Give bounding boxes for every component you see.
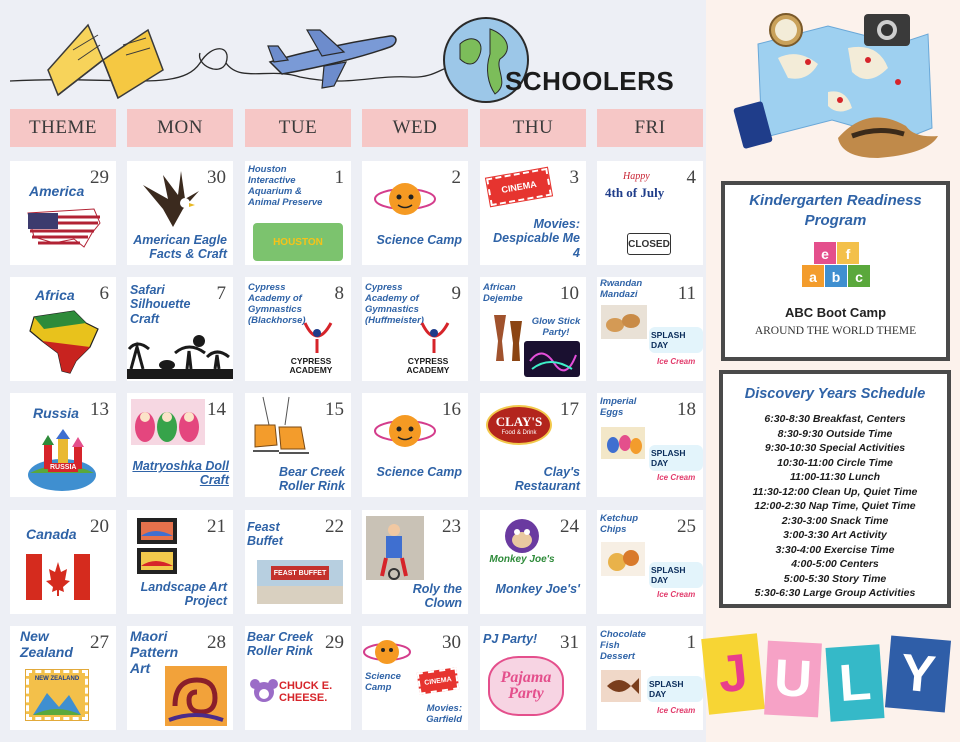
cypress-academy-logo: CYPRESS ACADEMY — [406, 356, 450, 375]
djembe-drum-icon — [490, 311, 526, 363]
block-letter: a — [809, 269, 817, 285]
clown-photo — [366, 516, 424, 580]
activity-label: Science Camp — [376, 233, 462, 247]
schedule-box — [719, 370, 951, 608]
activity-label: Science Camp — [376, 465, 462, 479]
day-header-tue: TUE — [245, 109, 351, 147]
calendar-cell-fri-week3 — [597, 393, 703, 497]
activity-label: Clay's Restaurant — [514, 465, 580, 494]
theme-label: Russia — [33, 405, 79, 421]
monkey-icon — [502, 516, 542, 556]
abc-blocks-icon — [798, 233, 874, 297]
cinema-ticket-icon: CINEMA — [417, 667, 460, 694]
date-number: 6 — [99, 283, 109, 304]
block-letter: b — [831, 269, 841, 285]
closed-sign: CLOSED — [627, 233, 671, 255]
ice-cream-badge: Ice Cream — [657, 357, 696, 366]
day-header-wed: WED — [362, 109, 468, 147]
schedule-item: 3:00-3:30 Art Activity — [783, 529, 887, 541]
calendar-cell-tue-week2 — [245, 277, 351, 381]
calendar-cell-theme-week2 — [10, 277, 116, 381]
power-of-science-logo — [372, 169, 438, 225]
schedule-list — [723, 412, 947, 601]
glow-stick-photo — [524, 341, 580, 377]
calendar-cell-thu-week5 — [480, 626, 586, 730]
calendar-cell-mon-week2 — [127, 277, 233, 381]
calendar-cell-fri-week4 — [597, 510, 703, 614]
power-of-science-logo — [362, 630, 412, 670]
day-header-theme: THEME — [10, 109, 116, 147]
ketchup-chips-icon — [601, 542, 645, 576]
block-letter: e — [821, 246, 829, 262]
calendar-cell-mon-week5 — [127, 626, 233, 730]
usa-map-icon — [24, 203, 104, 255]
roller-skate-icon — [249, 395, 315, 461]
houston-aquarium-logo: HOUSTON — [253, 223, 343, 261]
date-number: 30 — [442, 632, 461, 653]
activity-label: Safari Silhouette Craft — [130, 283, 191, 326]
gymnast-icon — [412, 319, 458, 355]
calendar-cell-wed-week3 — [362, 393, 468, 497]
date-number: 30 — [207, 167, 226, 188]
theme-label: Africa — [35, 287, 75, 303]
airplane-icon — [262, 22, 402, 92]
schedule-item: 6:30-8:30 Breakfast, Centers — [764, 413, 906, 425]
theme-label: America — [29, 183, 85, 199]
date-number: 24 — [560, 516, 579, 537]
schedule-item: 12:00-2:30 Nap Time, Quiet Time — [754, 500, 916, 512]
activity-label: Imperial Eggs — [600, 396, 637, 418]
schedule-item: 8:30-9:30 Outside Time — [777, 427, 893, 440]
calendar-cell-thu-week4 — [480, 510, 586, 614]
calendar-cell-fri-week2 — [597, 277, 703, 381]
russia-globe-icon — [24, 427, 100, 493]
activity-label: Science Camp — [365, 671, 401, 693]
date-number: 20 — [90, 516, 109, 537]
schedule-item: 5:00-5:30 Story Time — [783, 572, 887, 585]
activity-label: Bear Creek Roller Rink — [278, 465, 345, 494]
date-number: 29 — [325, 632, 344, 653]
clays-logo-text: CLAY'S — [495, 414, 543, 429]
activity-label: African Dejembe — [483, 282, 523, 304]
theme-label: New Zealand — [20, 628, 73, 661]
schedule-item: 2:30-3:00 Snack Time — [781, 514, 889, 527]
calendar-cell-theme-week4 — [10, 510, 116, 614]
cypress-academy-logo: CYPRESS ACADEMY — [289, 356, 333, 375]
calendar-cell-tue-week5 — [245, 626, 351, 730]
feast-buffet-photo — [257, 560, 343, 604]
date-number: 2 — [451, 167, 461, 188]
new-zealand-stamp-icon — [26, 670, 88, 720]
feast-buffet-sign: FEAST BUFFET — [271, 566, 329, 580]
calendar-cell-wed-week5 — [362, 626, 468, 730]
imperial-eggs-icon — [601, 427, 645, 459]
splash-day-badge: SPLASH DAY — [649, 445, 703, 471]
date-number: 28 — [207, 632, 226, 653]
calendar-cell-theme-week5 — [10, 626, 116, 730]
date-number: 18 — [677, 399, 696, 420]
chocolate-fish-icon — [601, 670, 641, 702]
schedule-item: 11:00-11:30 Lunch — [789, 471, 881, 483]
date-number: 22 — [325, 516, 344, 537]
happy-text: Happy — [623, 171, 650, 182]
day-header-fri: FRI — [597, 109, 703, 147]
activity-label: Chocolate Fish Dessert — [600, 629, 646, 662]
calendar-cell-wed-week4 — [362, 510, 468, 614]
month-letter-u: U — [764, 641, 822, 718]
page-title: SCHOOLERS — [505, 66, 675, 96]
canada-flag-icon — [26, 554, 90, 600]
boot-camp-title: ABC Boot Camp — [784, 305, 887, 320]
date-number: 27 — [90, 632, 109, 653]
russia-banner: RUSSIA — [50, 464, 77, 471]
gymnast-icon — [295, 319, 341, 355]
activity-label: Cypress Academy of Gymnastics (Huffmeister) — [365, 282, 424, 326]
month-letter-l: L — [825, 644, 884, 722]
travel-illustration — [728, 8, 954, 176]
date-number: 16 — [442, 399, 461, 420]
calendar-cell-theme-week1 — [10, 161, 116, 265]
calendar-cell-fri-week1 — [597, 161, 703, 265]
date-number: 21 — [207, 516, 226, 537]
calendar-cell-tue-week1 — [245, 161, 351, 265]
glow-stick-label: Glow Stick Party! — [531, 316, 581, 338]
splash-day-badge: SPLASH DAY — [647, 676, 703, 702]
schedule-item: 9:30-10:30 Special Activities — [764, 442, 906, 454]
monkey-joes-logo: Monkey Joe's — [489, 554, 555, 565]
boot-camp-theme: AROUND THE WORLD THEME — [754, 325, 917, 337]
date-number: 3 — [569, 167, 579, 188]
activity-label: Rwandan Mandazi — [600, 278, 643, 300]
date-number: 14 — [207, 399, 226, 420]
date-number: 31 — [560, 632, 579, 653]
activity-label: Roly the Clown — [412, 582, 462, 611]
calendar-cell-theme-week3 — [10, 393, 116, 497]
activity-label: American Eagle Facts & Craft — [133, 233, 227, 262]
landscape-art-icon — [137, 518, 177, 574]
date-number: 1 — [334, 167, 344, 188]
activity-label: Matryoshka Doll Craft — [132, 459, 229, 488]
date-number: 29 — [90, 167, 109, 188]
activity-label: Ketchup Chips — [600, 513, 638, 535]
ice-cream-badge: Ice Cream — [657, 706, 696, 715]
activity-label: Monkey Joe's' — [495, 582, 580, 596]
matryoshka-doll-icon — [131, 399, 205, 445]
ice-cream-badge: Ice Cream — [657, 590, 696, 599]
activity-label: Houston Interactive Aquarium & Animal Preserve — [248, 164, 323, 208]
safari-silhouette-icon — [127, 329, 233, 379]
cinema-ticket-icon: CINEMA — [486, 168, 552, 206]
chuck-e-cheese-mouse-icon — [249, 676, 279, 706]
date-number: 23 — [442, 516, 461, 537]
power-of-science-logo — [372, 401, 438, 457]
ice-cream-badge: Ice Cream — [657, 473, 696, 482]
movie-label: Movies: Garfield — [426, 703, 462, 725]
activity-label: PJ Party! — [483, 632, 538, 646]
date-number: 17 — [560, 399, 579, 420]
day-header-thu: THU — [480, 109, 586, 147]
theme-label: Canada — [26, 526, 77, 542]
schedule-item: 3:30-4:00 Exercise Time — [775, 543, 895, 556]
chuck-e-cheese-logo: CHUCK E. CHEESE. — [279, 680, 333, 705]
calendar-cell-mon-week3 — [127, 393, 233, 497]
date-number: 11 — [677, 283, 696, 304]
schedule-item: 4:00-5:00 Centers — [791, 558, 879, 570]
mandazi-food-icon — [601, 305, 647, 339]
open-book-icon — [28, 10, 178, 100]
activity-label: Landscape Art Project — [140, 580, 227, 609]
block-letter: c — [855, 269, 863, 285]
splash-day-badge: SPLASH DAY — [649, 327, 703, 353]
calendar-cell-mon-week4 — [127, 510, 233, 614]
pajama-party-icon: Pajama Party — [488, 656, 564, 716]
schedule-item: 5:30-6:30 Large Group Activities — [754, 587, 916, 599]
calendar-cell-thu-week1 — [480, 161, 586, 265]
date-number: 13 — [90, 399, 109, 420]
eagle-icon — [133, 165, 203, 231]
calendar-cell-thu-week2 — [480, 277, 586, 381]
clays-logo-sub: Food & Drink — [501, 430, 537, 436]
block-letter: f — [845, 246, 851, 262]
splash-day-badge: SPLASH DAY — [649, 562, 703, 588]
schedule-title: Discovery Years Schedule — [744, 386, 926, 402]
date-number: 15 — [325, 399, 344, 420]
month-letter-j: J — [701, 633, 765, 714]
calendar-cell-wed-week2 — [362, 277, 468, 381]
month-letter-y: Y — [885, 636, 951, 713]
date-number: 8 — [334, 283, 344, 304]
calendar-cell-thu-week3 — [480, 393, 586, 497]
calendar-cell-tue-week3 — [245, 393, 351, 497]
activity-label: Movies: Despicable Me 4 — [493, 217, 580, 260]
activity-label: Cypress Academy of Gymnastics (Blackhorse) — [248, 282, 306, 326]
date-number: 1 — [686, 632, 696, 653]
activity-label: Maori Pattern Art — [130, 628, 179, 677]
calendar-cell-wed-week1 — [362, 161, 468, 265]
date-number: 7 — [216, 283, 226, 304]
stamp-text: NEW ZEALAND — [34, 676, 80, 682]
activity-label: Feast Buffet — [247, 520, 283, 549]
schedule-item: 11:30-12:00 Clean Up, Quiet Time — [752, 485, 918, 498]
maori-pattern-icon — [165, 666, 227, 726]
fourth-of-july-icon: 4th of July — [605, 185, 665, 200]
activity-label: Bear Creek Roller Rink — [247, 630, 314, 659]
kindergarten-title: Kindergarten Readiness Program — [749, 192, 922, 230]
calendar-cell-tue-week4 — [245, 510, 351, 614]
kindergarten-program-box — [721, 181, 950, 361]
calendar-cell-fri-week5 — [597, 626, 703, 730]
schedule-item: 10:30-11:00 Circle Time — [777, 456, 893, 469]
clays-logo — [486, 405, 552, 445]
date-number: 10 — [560, 283, 579, 304]
date-number: 25 — [677, 516, 696, 537]
africa-map-icon — [24, 307, 102, 377]
date-number: 4 — [686, 167, 696, 188]
day-header-mon: MON — [127, 109, 233, 147]
date-number: 9 — [451, 283, 461, 304]
calendar-cell-mon-week1 — [127, 161, 233, 265]
